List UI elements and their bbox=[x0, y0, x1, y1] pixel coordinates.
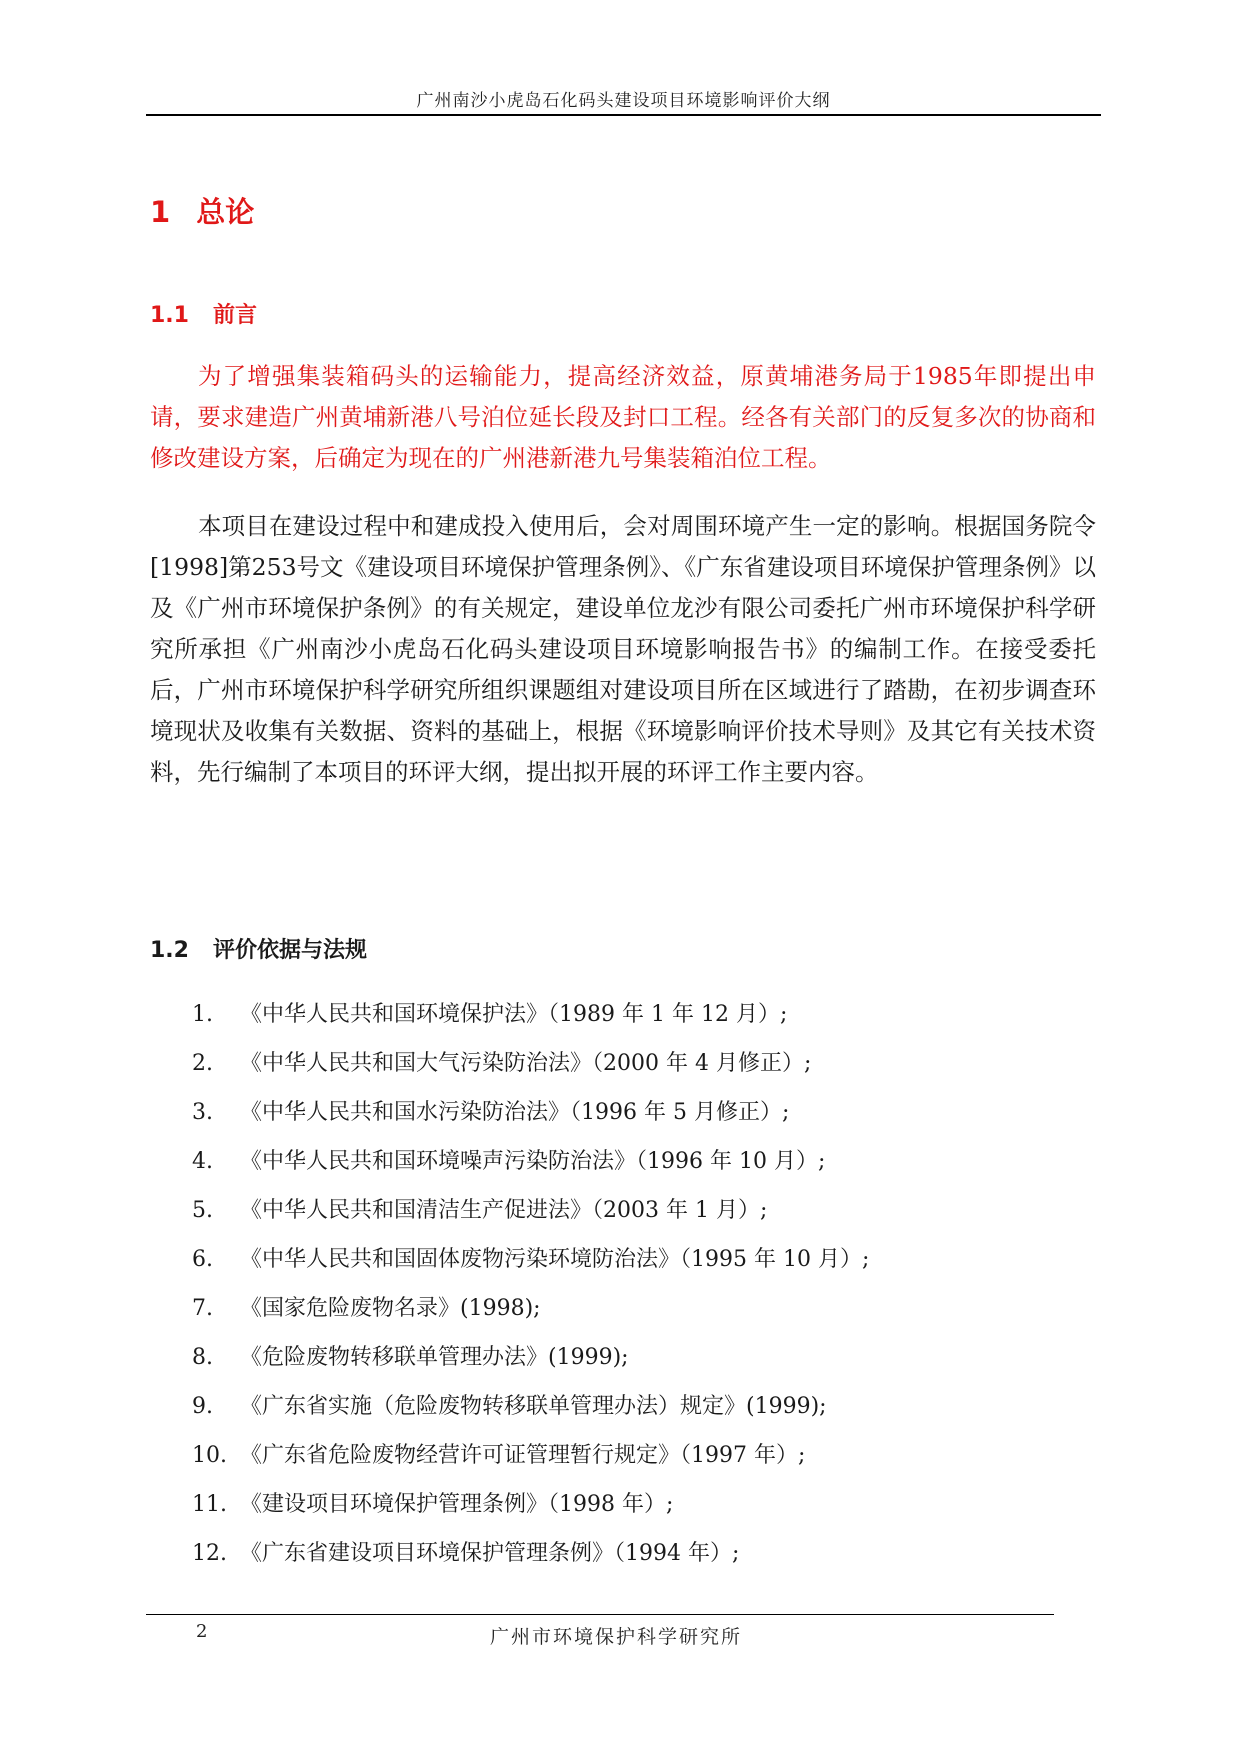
footer-divider bbox=[146, 1614, 1054, 1615]
list-item bbox=[192, 1039, 869, 1088]
list-item bbox=[192, 1284, 869, 1333]
running-header: 广州南沙小虎岛石化码头建设项目环境影响评价大纲 bbox=[416, 91, 831, 111]
list-item bbox=[192, 1529, 869, 1578]
list-item-number: 7. bbox=[192, 1296, 213, 1321]
header-divider bbox=[146, 114, 1101, 116]
paragraph-background: 为了增强集装箱码头的运输能力，提高经济效益，原黄埔港务局于1985年即提出申请，要求建造广州黄埔新港八号泊位延长段及封口工程。经各有关部门的反复多次的协商和修改建设方案，后确定为现在的广州港新港九号集装箱泊位工程。 bbox=[150, 362, 1096, 472]
list-item bbox=[192, 1088, 869, 1137]
list-item-text: 《危险废物转移联单管理办法》(1999); bbox=[240, 1345, 629, 1370]
list-item bbox=[192, 1480, 869, 1529]
list-item-text: 《中华人民共和国大气污染防治法》（2000 年 4 月修正）; bbox=[240, 1051, 812, 1076]
list-item-text: 《建设项目环境保护管理条例》（1998 年）; bbox=[240, 1492, 674, 1517]
list-item-text: 《中华人民共和国水污染防治法》（1996 年 5 月修正）; bbox=[240, 1100, 790, 1125]
list-item-number: 4. bbox=[192, 1149, 213, 1174]
list-item-number: 10. bbox=[192, 1443, 227, 1468]
chapter-title bbox=[150, 190, 254, 231]
chapter-title-text: 总论 bbox=[196, 195, 255, 229]
list-item bbox=[192, 1235, 869, 1284]
list-item-number: 12. bbox=[192, 1541, 227, 1566]
regulation-list bbox=[192, 990, 869, 1578]
list-item bbox=[192, 1186, 869, 1235]
list-item-text: 《中华人民共和国清洁生产促进法》（2003 年 1 月）; bbox=[240, 1198, 768, 1223]
section-number: 1.2 bbox=[150, 938, 189, 963]
list-item bbox=[192, 1382, 869, 1431]
list-item bbox=[192, 1431, 869, 1480]
page-number: 2 bbox=[196, 1621, 208, 1642]
list-item bbox=[192, 1333, 869, 1382]
list-item-number: 1. bbox=[192, 1002, 213, 1027]
list-item-text: 《国家危险废物名录》(1998); bbox=[240, 1296, 541, 1321]
list-item-number: 3. bbox=[192, 1100, 213, 1125]
section-number: 1.1 bbox=[150, 303, 189, 328]
list-item-text: 《中华人民共和国固体废物污染环境防治法》（1995 年 10 月）; bbox=[240, 1247, 870, 1272]
footer-organization: 广州市环境保护科学研究所 bbox=[490, 1626, 743, 1648]
section-title-legal-basis bbox=[150, 933, 367, 964]
list-item bbox=[192, 1137, 869, 1186]
list-item-text: 《广东省建设项目环境保护管理条例》（1994 年）; bbox=[240, 1541, 740, 1566]
list-item-number: 6. bbox=[192, 1247, 213, 1272]
list-item-text: 《中华人民共和国环境噪声污染防治法》（1996 年 10 月）; bbox=[240, 1149, 826, 1174]
list-item-number: 5. bbox=[192, 1198, 213, 1223]
list-item-number: 2. bbox=[192, 1051, 213, 1076]
section-title-text: 评价依据与法规 bbox=[212, 938, 367, 963]
chapter-number: 1 bbox=[150, 195, 171, 229]
list-item-number: 8. bbox=[192, 1345, 213, 1370]
list-item-text: 《中华人民共和国环境保护法》（1989 年 1 年 12 月）; bbox=[240, 1002, 788, 1027]
list-item-number: 9. bbox=[192, 1394, 213, 1419]
list-item-number: 11. bbox=[192, 1492, 227, 1517]
list-item bbox=[192, 990, 869, 1039]
list-item-text: 《广东省危险废物经营许可证管理暂行规定》（1997 年）; bbox=[240, 1443, 806, 1468]
section-title-text: 前言 bbox=[212, 303, 257, 328]
list-item-text: 《广东省实施（危险废物转移联单管理办法）规定》(1999); bbox=[240, 1394, 827, 1419]
section-title-preface bbox=[150, 298, 257, 329]
paragraph-project-overview: 本项目在建设过程中和建成投入使用后，会对周围环境产生一定的影响。根据国务院令[1998]第253号文《建设项目环境保护管理条例》、《广东省建设项目环境保护管理条例》以及《广州市环境保护条例》的有关规定，建设单位龙沙有限公司委托广州市环境保护科学研究所承担《广州南沙小虎岛石化码头建设项目环境影响报告书》的编制工作。在接受委托后，广州市环境保护科学研究所组织课题组对建设项目所在区域进行了踏勘，在初步调查环境现状及收集有关数据、资料的基础上，根据《环境影响评价技术导则》及其它有关技术资料，先行编制了本项目的环评大纲，提出拟开展的环评工作主要内容。 bbox=[150, 512, 1096, 786]
